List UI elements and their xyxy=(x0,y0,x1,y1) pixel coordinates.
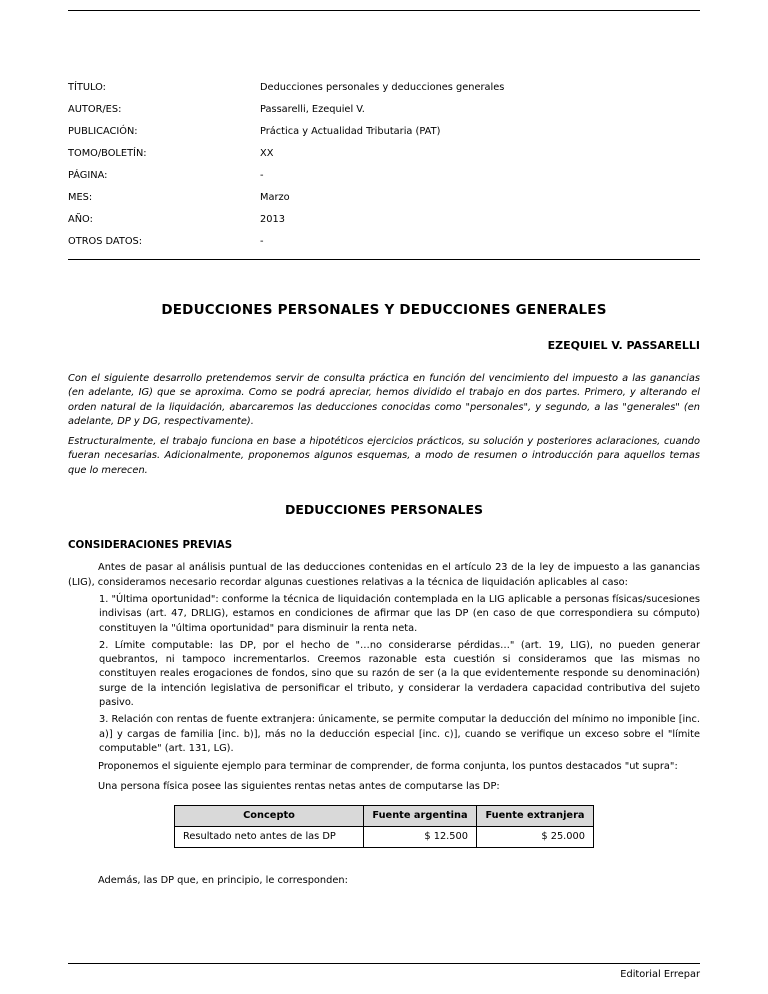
cell-concepto: Resultado neto antes de las DP xyxy=(175,826,364,847)
metadata-value-publicacion: Práctica y Actualidad Tributaria (PAT) xyxy=(260,126,441,137)
article-title: DEDUCCIONES PERSONALES Y DEDUCCIONES GENERALES xyxy=(161,302,607,318)
metadata-label-pagina: PÁGINA: xyxy=(68,170,108,181)
intro-paragraph-1: Con el siguiente desarrollo pretendemos servir de consulta práctica en función del vencimiento del impuesto a las ganancias (en adelante, IG) que se aproxima. Como se podrá apreciar, hemos dividido el trabajo en dos partes. Primero, y alterando el orden natural de la liquidación, abarcaremos las deducciones conocidas como "personales", y segundo, a las "generales" (en adelante, DP y DG, respectivamente). xyxy=(68,373,700,427)
section-title-deducciones-personales: DEDUCCIONES PERSONALES xyxy=(284,502,484,518)
metadata-label-otros-datos: OTROS DATOS: xyxy=(68,236,143,247)
metadata-label-autores: AUTOR/ES: xyxy=(68,104,122,115)
metadata-label-tomo-boletin: TOMO/BOLETÍN: xyxy=(68,148,147,159)
example-table-wrapper xyxy=(68,805,700,848)
metadata-row xyxy=(68,121,700,143)
numbered-item-1: 1. "Última oportunidad": conforme la técnica de liquidación contemplada en la LIG aplicable a personas físicas/sucesiones indivisas (art. 47, DRLIG), estamos en condiciones de afirmar que las DP (en caso de que correspondiera su cómputo) constituyen la "última oportunidad" para disminuir la renta neta. xyxy=(99,593,700,634)
metadata-value-autores: Passarelli, Ezequiel V. xyxy=(260,104,365,115)
example-setup-paragraph: Una persona física posee las siguientes rentas netas antes de computarse las DP: xyxy=(98,780,500,792)
column-header-fuente-argentina: Fuente argentina xyxy=(364,805,477,826)
metadata-value-titulo: Deducciones personales y deducciones generales xyxy=(260,82,505,93)
numbered-item-2: 2. Límite computable: las DP, por el hecho de "…no considerarse pérdidas…" (art. 19, LIG), no pueden generar quebrantos, ni tampoco incrementarlos. Creemos razonable esta cuestión si consideramos que las mismas no constituyen reales erogaciones de fondos, sino que su razón de ser (a la que evidentemente responde su denominación) surge de la intención legislativa de personificar el tributo, y considerar la verdadera capacidad contributiva del sujeto pasivo. xyxy=(99,639,700,709)
page-footer xyxy=(68,963,700,980)
metadata-divider-rule xyxy=(68,259,700,260)
metadata-row xyxy=(68,231,700,253)
example-lead-paragraph: Proponemos el siguiente ejemplo para terminar de comprender, de forma conjunta, los puntos destacados "ut supra": xyxy=(98,761,678,773)
metadata-row xyxy=(68,209,700,231)
metadata-label-publicacion: PUBLICACIÓN: xyxy=(68,126,138,137)
top-rule xyxy=(68,10,700,11)
metadata-row xyxy=(68,99,700,121)
metadata-row xyxy=(68,143,700,165)
subsection-title-consideraciones-previas: CONSIDERACIONES PREVIAS xyxy=(68,539,233,552)
metadata-row xyxy=(68,165,700,187)
metadata-value-tomo-boletin: XX xyxy=(260,148,274,159)
example-followup-paragraph: Además, las DP que, en principio, le corresponden: xyxy=(98,874,348,886)
article-author: EZEQUIEL V. PASSARELLI xyxy=(547,339,700,352)
metadata-block xyxy=(68,77,700,253)
metadata-value-otros-datos: - xyxy=(260,236,264,247)
cell-fuente-extranjera: $ 25.000 xyxy=(477,826,594,847)
metadata-label-anio: AÑO: xyxy=(68,214,93,225)
column-header-concepto: Concepto xyxy=(175,805,364,826)
example-table xyxy=(174,805,594,848)
column-header-fuente-extranjera: Fuente extranjera xyxy=(477,805,594,826)
numbered-item-3: 3. Relación con rentas de fuente extranjera: únicamente, se permite computar la deducción del mínimo no imponible [inc. a)] y cargas de familia [inc. b)], más no la deducción especial [inc. c)], cuando se verifique un exceso sobre el "límite computable" (art. 131, LG). xyxy=(99,714,700,754)
footer-rule xyxy=(68,963,700,964)
considerations-intro-paragraph: Antes de pasar al análisis puntual de las deducciones contenidas en el artículo 23 de la ley de impuesto a las ganancias (LIG), consideramos necesario recordar algunas cuestiones relativas a la técnica de liquidación aplicables al caso: xyxy=(68,562,700,588)
intro-paragraph-2: Estructuralmente, el trabajo funciona en base a hipotéticos ejercicios prácticos, su solución y posteriores aclaraciones, cuando fueran necesarias. Adicionalmente, proponemos algunos esquemas, a modo de resumen o introducción para aquellos temas que lo merecen. xyxy=(68,436,700,476)
metadata-label-mes: MES: xyxy=(68,192,93,203)
publisher-name: Editorial Errepar xyxy=(620,969,700,980)
metadata-value-mes: Marzo xyxy=(260,192,290,203)
cell-fuente-argentina: $ 12.500 xyxy=(364,826,477,847)
metadata-label-titulo: TÍTULO: xyxy=(68,82,106,93)
metadata-value-pagina: - xyxy=(260,170,264,181)
metadata-value-anio: 2013 xyxy=(260,214,285,225)
example-table-header-row xyxy=(175,805,594,826)
metadata-row xyxy=(68,77,700,99)
table-row xyxy=(175,826,594,847)
metadata-row xyxy=(68,187,700,209)
